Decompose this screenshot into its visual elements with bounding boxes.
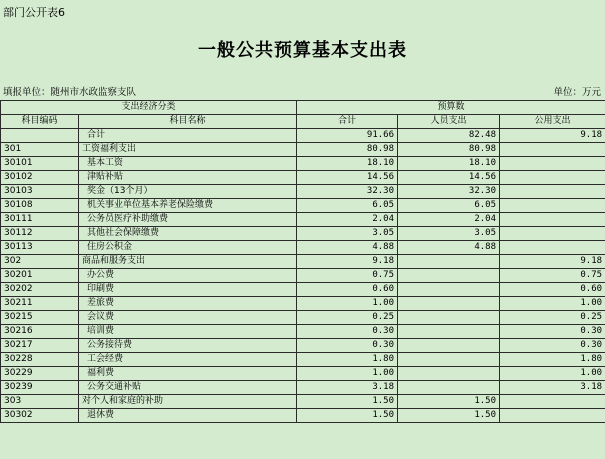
row-personnel <box>398 311 500 325</box>
row-personnel: 14.56 <box>398 171 500 185</box>
row-code: 30302 <box>1 409 79 423</box>
row-personnel <box>398 269 500 283</box>
table-row <box>1 395 605 409</box>
row-personnel: 4.88 <box>398 241 500 255</box>
table-row <box>1 227 605 241</box>
row-public: 1.80 <box>500 353 605 367</box>
row-name: 商品和服务支出 <box>79 255 297 269</box>
header-name: 科目名称 <box>79 115 297 129</box>
row-personnel: 2.04 <box>398 213 500 227</box>
table-row <box>1 143 605 157</box>
row-public <box>500 395 605 409</box>
row-code: 30216 <box>1 325 79 339</box>
row-code: 30103 <box>1 185 79 199</box>
row-public: 0.30 <box>500 339 605 353</box>
row-total: 6.05 <box>297 199 398 213</box>
row-public: 9.18 <box>500 129 605 143</box>
row-personnel <box>398 255 500 269</box>
row-personnel: 6.05 <box>398 199 500 213</box>
page-title: 一般公共预算基本支出表 <box>198 40 407 61</box>
row-personnel <box>398 353 500 367</box>
row-name: 住房公积金 <box>79 241 297 255</box>
row-total: 0.25 <box>297 311 398 325</box>
row-total: 0.60 <box>297 283 398 297</box>
row-total: 80.98 <box>297 143 398 157</box>
currency-unit: 单位：万元 <box>553 87 601 98</box>
row-name: 津贴补贴 <box>79 171 297 185</box>
table-row <box>1 325 605 339</box>
row-total: 9.18 <box>297 255 398 269</box>
header-total: 合计 <box>297 115 398 129</box>
table-row <box>1 241 605 255</box>
row-code: 30113 <box>1 241 79 255</box>
row-total: 3.05 <box>297 227 398 241</box>
row-code: 30101 <box>1 157 79 171</box>
row-name: 奖金（13个月） <box>79 185 297 199</box>
row-total: 4.88 <box>297 241 398 255</box>
row-name: 福利费 <box>79 367 297 381</box>
row-total: 1.80 <box>297 353 398 367</box>
row-public <box>500 143 605 157</box>
row-name: 会议费 <box>79 311 297 325</box>
row-name: 基本工资 <box>79 157 297 171</box>
table-row <box>1 185 605 199</box>
table-row <box>1 339 605 353</box>
row-total: 0.75 <box>297 269 398 283</box>
row-total: 1.00 <box>297 297 398 311</box>
table-body <box>1 129 605 423</box>
row-total: 91.66 <box>297 129 398 143</box>
row-code: 30217 <box>1 339 79 353</box>
row-total: 32.30 <box>297 185 398 199</box>
row-code: 30229 <box>1 367 79 381</box>
row-name: 合计 <box>79 129 297 143</box>
row-total: 0.30 <box>297 325 398 339</box>
row-code <box>1 129 79 143</box>
row-personnel <box>398 367 500 381</box>
row-name: 印刷费 <box>79 283 297 297</box>
table-row <box>1 353 605 367</box>
row-public <box>500 171 605 185</box>
row-personnel: 80.98 <box>398 143 500 157</box>
row-public <box>500 185 605 199</box>
row-public <box>500 241 605 255</box>
row-total: 2.04 <box>297 213 398 227</box>
row-name: 工会经费 <box>79 353 297 367</box>
row-personnel: 18.10 <box>398 157 500 171</box>
row-code: 301 <box>1 143 79 157</box>
header-economic-classification: 支出经济分类 <box>1 101 297 115</box>
header-public: 公用支出 <box>500 115 605 129</box>
sheet-label: 部门公开表6 <box>3 6 65 19</box>
row-public <box>500 213 605 227</box>
row-name: 公务交通补贴 <box>79 381 297 395</box>
row-code: 30202 <box>1 283 79 297</box>
row-public: 1.00 <box>500 297 605 311</box>
row-name: 办公费 <box>79 269 297 283</box>
header-budget-amount: 预算数 <box>297 101 605 115</box>
row-code: 30102 <box>1 171 79 185</box>
row-code: 30108 <box>1 199 79 213</box>
row-public: 0.75 <box>500 269 605 283</box>
row-total: 1.50 <box>297 409 398 423</box>
row-name: 退休费 <box>79 409 297 423</box>
row-name: 公务接待费 <box>79 339 297 353</box>
row-public: 0.60 <box>500 283 605 297</box>
row-personnel <box>398 325 500 339</box>
table-row <box>1 171 605 185</box>
row-code: 30228 <box>1 353 79 367</box>
table-row <box>1 269 605 283</box>
filler-unit: 填报单位：随州市水政监察支队 <box>3 87 137 98</box>
row-total: 3.18 <box>297 381 398 395</box>
row-personnel <box>398 381 500 395</box>
table-row <box>1 409 605 423</box>
row-personnel: 3.05 <box>398 227 500 241</box>
row-name: 公务员医疗补助缴费 <box>79 213 297 227</box>
row-public: 0.30 <box>500 325 605 339</box>
row-personnel <box>398 339 500 353</box>
row-code: 30211 <box>1 297 79 311</box>
row-personnel <box>398 283 500 297</box>
table-row <box>1 367 605 381</box>
row-name: 差旅费 <box>79 297 297 311</box>
row-code: 30201 <box>1 269 79 283</box>
row-public <box>500 227 605 241</box>
header-code: 科目编码 <box>1 115 79 129</box>
budget-table <box>0 100 605 423</box>
table-row <box>1 297 605 311</box>
row-total: 18.10 <box>297 157 398 171</box>
row-public <box>500 157 605 171</box>
row-personnel: 32.30 <box>398 185 500 199</box>
row-code: 30112 <box>1 227 79 241</box>
row-public <box>500 409 605 423</box>
row-public: 1.00 <box>500 367 605 381</box>
row-total: 1.00 <box>297 367 398 381</box>
table-row <box>1 213 605 227</box>
row-code: 303 <box>1 395 79 409</box>
table-row <box>1 129 605 143</box>
row-code: 30215 <box>1 311 79 325</box>
row-total: 0.30 <box>297 339 398 353</box>
row-public <box>500 199 605 213</box>
row-code: 30239 <box>1 381 79 395</box>
row-personnel: 1.50 <box>398 395 500 409</box>
row-name: 机关事业单位基本养老保险缴费 <box>79 199 297 213</box>
row-code: 30111 <box>1 213 79 227</box>
row-code: 302 <box>1 255 79 269</box>
table-row <box>1 311 605 325</box>
table-row <box>1 283 605 297</box>
row-total: 14.56 <box>297 171 398 185</box>
table-row <box>1 199 605 213</box>
row-name: 对个人和家庭的补助 <box>79 395 297 409</box>
row-name: 工资福利支出 <box>79 143 297 157</box>
row-public: 3.18 <box>500 381 605 395</box>
row-personnel: 1.50 <box>398 409 500 423</box>
row-name: 培训费 <box>79 325 297 339</box>
table-row <box>1 255 605 269</box>
row-public: 9.18 <box>500 255 605 269</box>
row-total: 1.50 <box>297 395 398 409</box>
row-name: 其他社会保障缴费 <box>79 227 297 241</box>
row-personnel: 82.48 <box>398 129 500 143</box>
table-row <box>1 381 605 395</box>
row-public: 0.25 <box>500 311 605 325</box>
row-personnel <box>398 297 500 311</box>
table-row <box>1 157 605 171</box>
header-personnel: 人员支出 <box>398 115 500 129</box>
